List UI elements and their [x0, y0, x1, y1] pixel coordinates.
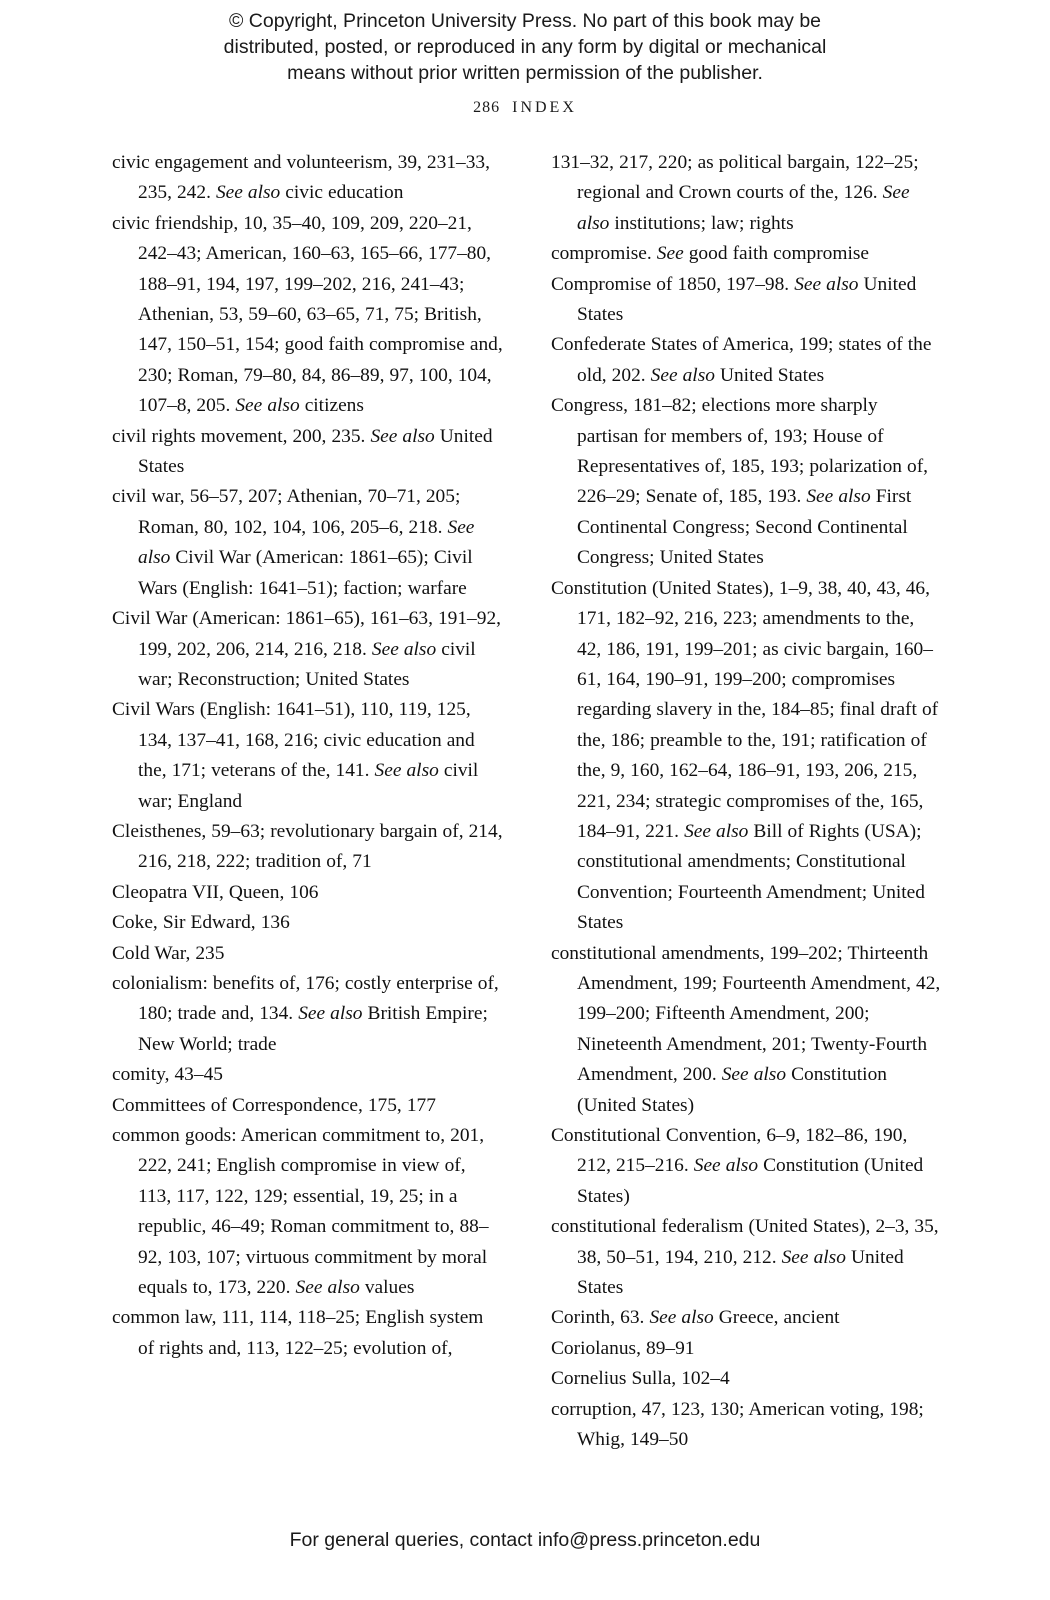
index-entry: 131–32, 217, 220; as political bargain, 122–25; regional and Crown courts of the, 126. See also institutions; law; rights [551, 152, 919, 234]
index-entry: Constitution (United States), 1–9, 38, 40, 43, 46, 171, 182–92, 216, 223; amendments to the, 42, 186, 191, 199–201; as civic bargain, 160–61, 164, 190–91, 199–200; compromises regarding slavery in the, 184–85; final draft of the, 186; preamble to the, 191; ratification of the, 9, 160, 162–64, 186–91, 193, 206, 215, 221, 234; strategic compromises of the, 165, 184–91, 221. See also Bill of Rights (USA); constitutional amendments; Constitutional Convention; Fourteenth Amendment; United States [551, 577, 939, 934]
running-head: INDEX [512, 99, 577, 116]
footer-contact: For general queries, contact info@press.princeton.edu [289, 1529, 761, 1551]
index-entry: civil war, 56–57, 207; Athenian, 70–71, 205; Roman, 80, 102, 104, 106, 205–6, 218. See also Civil War (American: 1861–65); Civil Wars (English: 1641–51); faction; warfare [112, 486, 475, 599]
index-entry: comity, 43–45 [112, 1064, 223, 1086]
index-entry: corruption, 47, 123, 130; American voting, 198; Whig, 149–50 [551, 1398, 924, 1451]
index-entry: Cleopatra VII, Queen, 106 [112, 881, 319, 903]
page-number: 286 [473, 99, 501, 116]
index-entry: Committees of Correspondence, 175, 177 [112, 1094, 436, 1116]
index-entry: Cold War, 235 [112, 942, 225, 964]
copyright-line-1: © Copyright, Princeton University Press. No part of this book may be [228, 10, 822, 32]
index-entry: Cornelius Sulla, 102–4 [551, 1368, 730, 1390]
index-entry: compromise. See good faith compromise [551, 243, 870, 265]
index-entry: Compromise of 1850, 197–98. See also United States [551, 273, 917, 326]
index-entry: common law, 111, 114, 118–25; English system of rights and, 113, 122–25; evolution of, [112, 1307, 484, 1359]
index-entry: constitutional federalism (United States), 2–3, 35, 38, 50–51, 194, 210, 212. See also United States [551, 1216, 939, 1299]
index-entry: colonialism: benefits of, 176; costly enterprise of, 180; trade and, 134. See also British Empire; New World; trade [112, 972, 499, 1055]
index-entry: constitutional amendments, 199–202; Thirteenth Amendment, 199; Fourteenth Amendment, 42, 199–200; Fifteenth Amendment, 200; Nineteenth Amendment, 201; Twenty-Fourth Amendment, 200. See also Constitution (United States) [551, 942, 941, 1116]
index-entry: Civil War (American: 1861–65), 161–63, 191–92, 199, 202, 206, 214, 216, 218. See also civil war; Reconstruction; United States [112, 608, 501, 690]
index-entry: Cleisthenes, 59–63; revolutionary bargain of, 214, 216, 218, 222; tradition of, 71 [112, 820, 503, 873]
index-column-left [112, 148, 503, 1455]
index-entry: civic friendship, 10, 35–40, 109, 209, 220–21, 242–43; American, 160–63, 165–66, 177–80, 188–91, 194, 197, 199–202, 216, 241–43; Athenian, 53, 59–60, 63–65, 71, 75; British, 147, 150–51, 154; good faith compromise and, 230; Roman, 79–80, 84, 86–89, 97, 100, 104, 107–8, 205. See also citizens [112, 212, 503, 417]
index-entry: civil rights movement, 200, 235. See also United States [112, 425, 493, 478]
index-entry: Confederate States of America, 199; states of the old, 202. See also United States [551, 334, 932, 386]
copyright-line-3: means without prior written permission of the publisher. [287, 62, 763, 84]
index-entry: Civil Wars (English: 1641–51), 110, 119, 125, 134, 137–41, 168, 216; civic education and the, 171; veterans of the, 141. See also civil war; England [112, 699, 479, 812]
index-entry: common goods: American commitment to, 201, 222, 241; English compromise in view of, 113, 117, 122, 129; essential, 19, 25; in a republic, 46–49; Roman commitment to, 88–92, 103, 107; virtuous commitment by moral equals to, 173, 220. See also values [112, 1125, 489, 1299]
copyright-line-2: distributed, posted, or reproduced in any form by digital or mechanical [223, 36, 827, 58]
index-entry: Coke, Sir Edward, 136 [112, 912, 290, 934]
index-columns [112, 148, 942, 1455]
copyright-notice [0, 8, 1050, 86]
index-entry: civic engagement and volunteerism, 39, 231–33, 235, 242. See also civic education [112, 152, 490, 204]
page-header [0, 99, 1050, 117]
index-entry: Coriolanus, 89–91 [551, 1337, 695, 1359]
index-entry: Congress, 181–82; elections more sharply partisan for members of, 193; House of Representatives of, 185, 193; polarization of, 226–29; Senate of, 185, 193. See also First Continental Congress; Second Continental Congress; United States [551, 395, 929, 569]
index-column-right [551, 148, 942, 1455]
index-entry: Corinth, 63. See also Greece, ancient [551, 1307, 840, 1329]
index-entry: Constitutional Convention, 6–9, 182–86, 190, 212, 215–216. See also Constitution (United States) [551, 1125, 924, 1207]
